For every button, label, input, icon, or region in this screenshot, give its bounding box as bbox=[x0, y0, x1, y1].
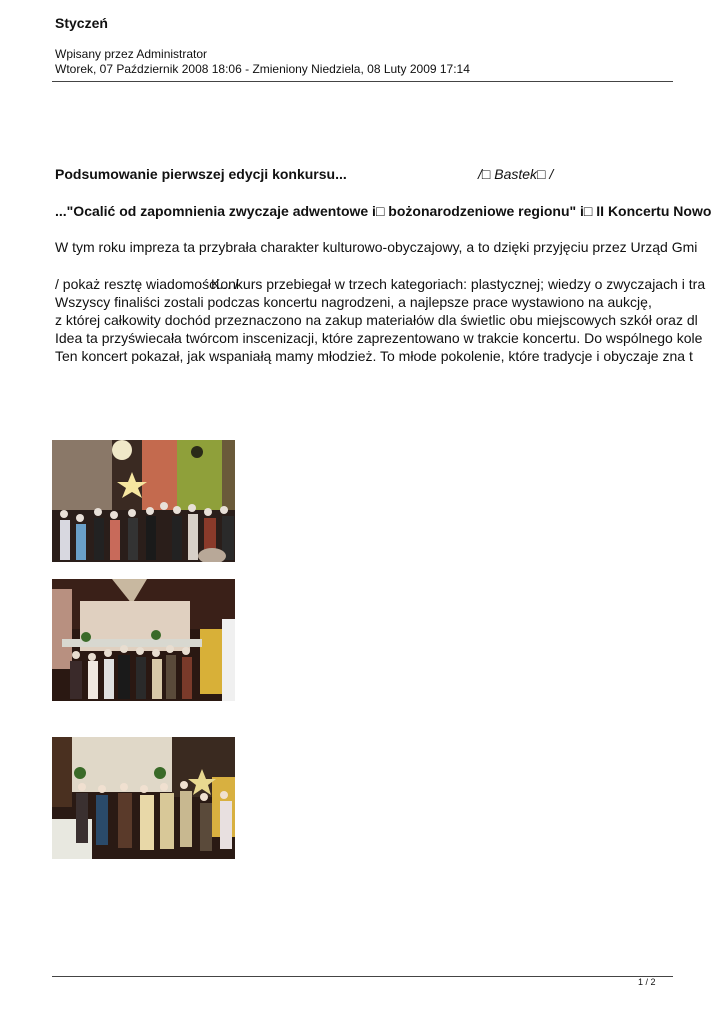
body-line: Idea ta przyświecała twórcom inscenizacji, które zaprezentowano w trakcie koncertu. Do wspólnego kole bbox=[55, 330, 703, 346]
show-more-link[interactable]: / pokaż resztę wiadomości... / bbox=[55, 276, 239, 292]
bottom-divider bbox=[52, 976, 673, 977]
body-line: Wszyscy finaliści zostali podczas koncertu nagrodzeni, a najlepsze prace wystawiono na aukcję, bbox=[55, 294, 652, 310]
article-subheading: Podsumowanie pierwszej edycji konkursu... bbox=[55, 166, 347, 182]
event-photo[interactable] bbox=[52, 737, 235, 859]
article-byline: /□ Bastek□ / bbox=[478, 166, 554, 182]
intro-paragraph: W tym roku impreza ta przybrała charakter kulturowo-obyczajowy, a to dzięki przyjęciu przez Urząd Gmi bbox=[55, 239, 698, 255]
article-quote-heading: ..."Ocalić od zapomnienia zwyczaje adwentowe i□ bożonarodzeniowe regionu" i□ II Koncertu Nowo bbox=[55, 203, 712, 219]
overlapping-text: Konkurs przebiegał w trzech kategoriach: plastycznej; wiedzy o zwyczajach i tra bbox=[211, 276, 706, 292]
page-number: 1 / 2 bbox=[638, 977, 656, 987]
event-photo[interactable] bbox=[52, 579, 235, 701]
top-divider bbox=[52, 81, 673, 82]
date-line: Wtorek, 07 Październik 2008 18:06 - Zmieniony Niedziela, 08 Luty 2009 17:14 bbox=[55, 62, 470, 76]
body-line: Ten koncert pokazał, jak wspaniałą mamy młodzież. To młode pokolenie, które tradycje i obyczaje zna t bbox=[55, 348, 693, 364]
body-line: z której całkowity dochód przeznaczono na zakup materiałów dla świetlic obu miejscowych szkół oraz dl bbox=[55, 312, 698, 328]
event-photo[interactable] bbox=[52, 440, 235, 562]
page-title: Styczeń bbox=[55, 15, 108, 31]
author-line: Wpisany przez Administrator bbox=[55, 47, 208, 61]
